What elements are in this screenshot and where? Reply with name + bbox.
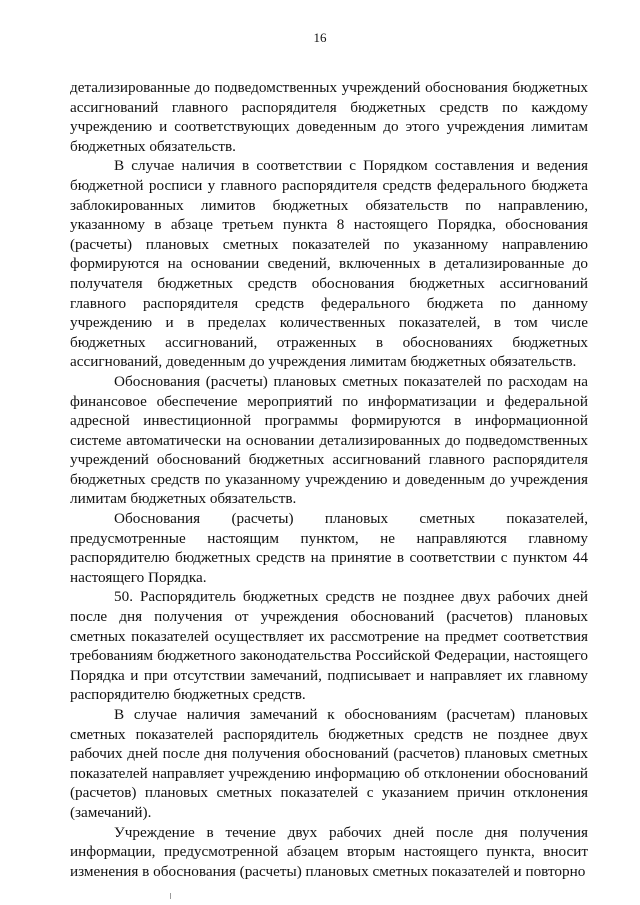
paragraph-institution-changes: Учреждение в течение двух рабочих дней после дня получения информации, предусмотренной абзацем вторым настоящего пункта, вносит изменения в обоснования (расчеты) плановых сметных показателей и повторно — [70, 823, 588, 880]
scan-artifact — [170, 893, 171, 899]
paragraph-not-sent: Обоснования (расчеты) плановых сметных показателей, предусмотренные настоящим пунктом, не направляются главному распорядителю бюджетных средств на принятие в соответствии с пунктом 44 настоящего Порядка. — [70, 510, 588, 586]
paragraph-informatization: Обоснования (расчеты) плановых сметных показателей по расходам на финансовое обеспечение мероприятий по информатизации и федеральной адресной инвестиционной программы формируются в информационной системе автоматически на основании детализированных до подведомственных учреждений обоснований бюджетных ассигнований главного распорядителя бюджетных средств по указанному учреждению и доведенным до учреждения лимитам бюджетных обязательств. — [70, 372, 588, 508]
paragraph-blocked-limits: В случае наличия в соответствии с Порядком составления и ведения бюджетной росписи у главного распорядителя средств федерального бюджета заблокированных лимитов бюджетных обязательств по направлению, указанному в абзаце третьем пункта 8 настоящего Порядка, обоснования (расчеты) плановых сметных показателей по указанному направлению формируются на основании сведений, включенных в детализированные до получателя бюджетных средств обоснования бюджетных ассигнований главного распорядителя средств федерального бюджета по данному учреждению и в пределах количественных показателей, в том числе бюджетных ассигнований, отраженных в обоснованиях бюджетных ассигнований, доведенным до учреждения лимитам бюджетных обязательств. — [70, 157, 588, 371]
paragraph-remarks: В случае наличия замечаний к обоснованиям (расчетам) плановых сметных показателей распорядитель бюджетных средств не позднее двух рабочих дней после дня получения обоснований (расчетов) плановых сметных показателей направляет учреждению информацию об отклонении обоснований (расчетов) плановых сметных показателей с указанием причин отклонения (замечаний). — [70, 706, 588, 821]
document-body — [70, 78, 588, 881]
page-number: 16 — [313, 30, 327, 45]
paragraph-continuation: детализированные до подведомственных учреждений обоснования бюджетных ассигнований главного распорядителя бюджетных средств по каждому учреждению и соответствующих доведенным до этого учреждения лимитам бюджетных обязательств. — [70, 79, 588, 155]
paragraph-item-50: 50. Распорядитель бюджетных средств не позднее двух рабочих дней после дня получения от учреждения обоснований (расчетов) плановых сметных показателей осуществляет их рассмотрение на предмет соответствия требованиям бюджетного законодательства Российской Федерации, настоящего Порядка и при отсутствии замечаний, подписывает и направляет их главному распорядителю бюджетных средств. — [70, 588, 588, 704]
